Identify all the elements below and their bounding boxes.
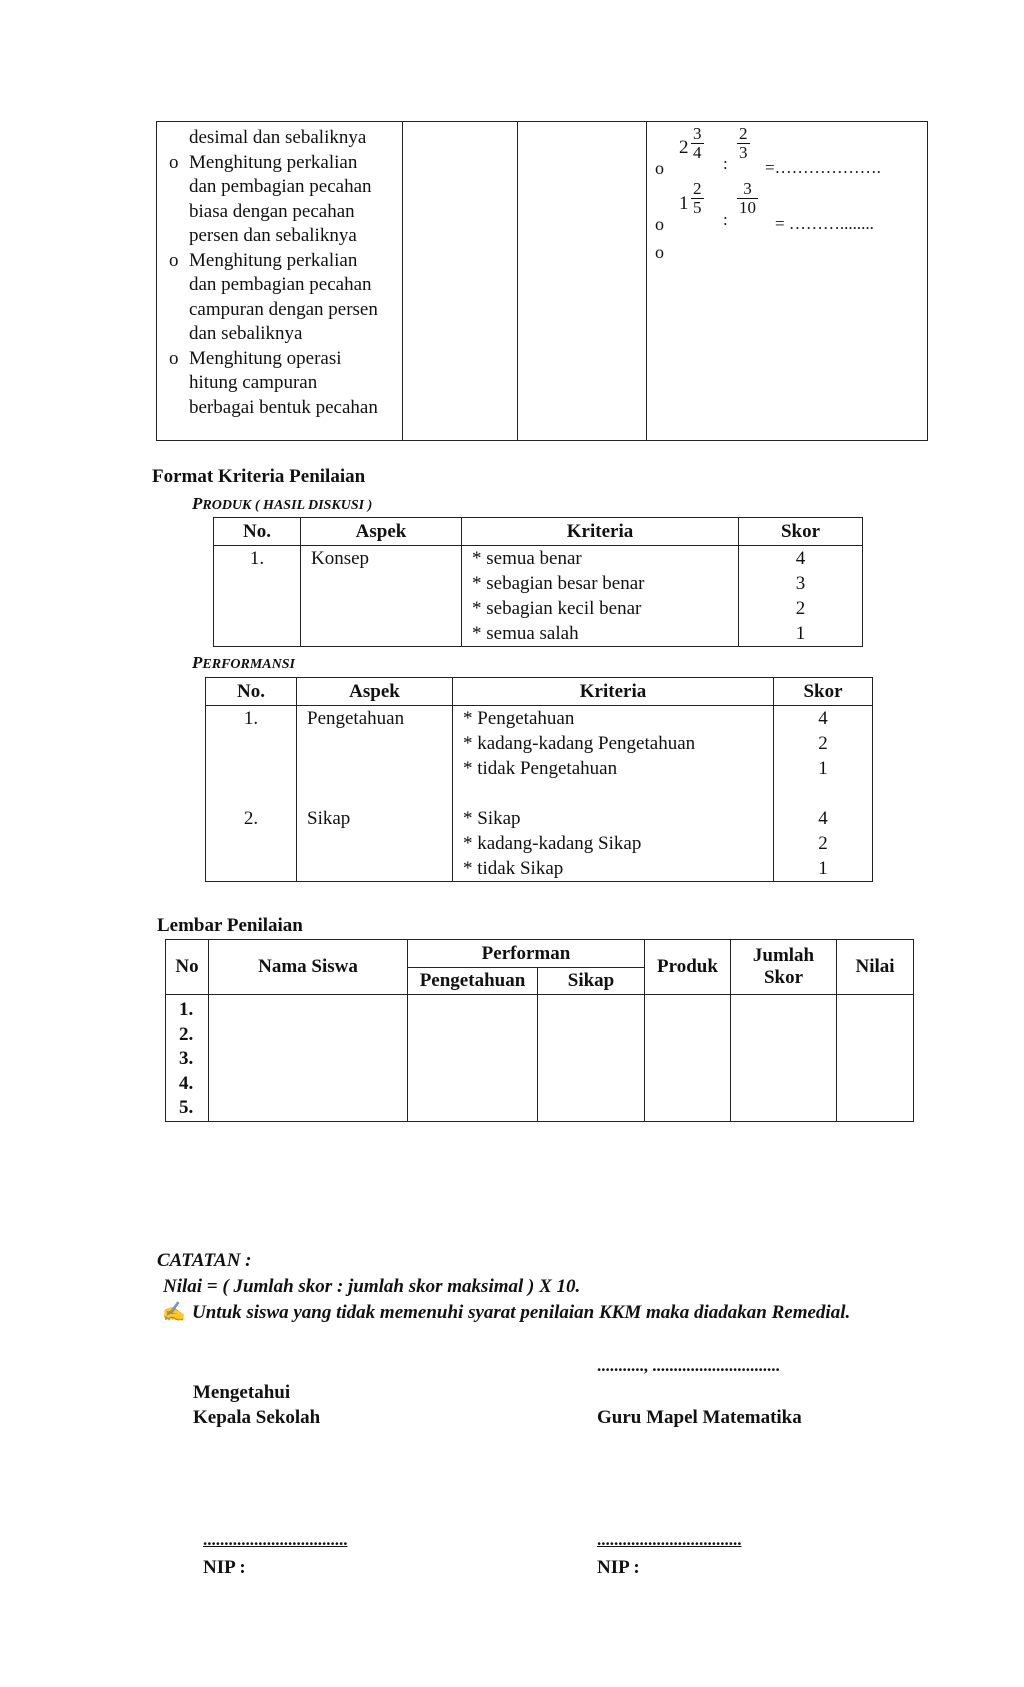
list-item: dan pembagian pecahan: [189, 274, 372, 295]
skor-value: 1: [818, 858, 828, 879]
writing-hand-icon: ✍: [162, 1302, 186, 1323]
place-date: ..........., ..............................: [597, 1356, 780, 1375]
math-exercises: [647, 122, 927, 440]
bullet-marker: o: [169, 249, 179, 271]
row-number: 1.: [179, 999, 194, 1020]
guru-mapel-label: Guru Mapel Matematika: [597, 1407, 802, 1428]
kriteria-line: * semua salah: [472, 623, 579, 644]
table-row: [166, 995, 914, 1122]
kriteria-line: * Sikap: [463, 808, 521, 829]
kriteria-line: * semua benar: [472, 548, 582, 569]
header-pengetahuan: Pengetahuan: [408, 968, 538, 995]
skor-value: 2: [818, 833, 828, 854]
cell-aspek: Konsep: [301, 546, 462, 647]
cell-nilai: [837, 995, 914, 1122]
answer-blank: =……………….: [765, 158, 881, 177]
catatan-remedial: Untuk siswa yang tidak memenuhi syarat penilaian KKM maka diadakan Remedial.: [192, 1302, 851, 1323]
bullet-marker: o: [655, 158, 664, 178]
kriteria-line: * kadang-kadang Sikap: [463, 833, 642, 854]
skor-value: 3: [795, 573, 806, 594]
cell-skor: [739, 546, 863, 647]
row-number: 3.: [179, 1048, 194, 1069]
bullet-marker: o: [655, 214, 664, 234]
skor-value: 2: [795, 598, 806, 619]
header-skor: Skor: [774, 678, 873, 706]
list-item: o Menghitung perkalian: [163, 151, 394, 176]
list-item: campuran dengan persen: [189, 298, 378, 320]
whole-number: 1: [679, 193, 689, 214]
heading-text: ERFORMANSI: [202, 657, 295, 672]
skor-value: 4: [818, 708, 828, 729]
header-aspek: Aspek: [301, 518, 462, 546]
header-produk: Produk: [645, 940, 731, 995]
produk-heading: PRODUK ( HASIL DISKUSI ): [192, 494, 373, 513]
cell-jumlah: [731, 995, 837, 1122]
list-item: hitung campuran: [189, 372, 318, 393]
header-nama-siswa: Nama Siswa: [209, 940, 408, 995]
header-no: No: [166, 940, 209, 995]
answer-blank: = ………........: [775, 214, 874, 233]
header-skor: Skor: [739, 518, 863, 546]
produk-criteria-table: [213, 517, 863, 647]
kriteria-line: * tidak Sikap: [463, 858, 564, 879]
catatan-formula: Nilai = ( Jumlah skor : jumlah skor maksimal ) X 10.: [163, 1276, 581, 1297]
header-kriteria: Kriteria: [462, 518, 739, 546]
table-row: [214, 546, 863, 647]
header-line: Jumlah: [752, 945, 815, 966]
catatan-title: CATATAN :: [157, 1250, 252, 1271]
header-jumlah-skor: [731, 940, 837, 995]
fraction: $\frac{3}{10}$: [739, 179, 756, 217]
fraction: $\frac{2}{5}$: [693, 179, 702, 217]
cell-kriteria: [462, 546, 739, 647]
header-aspek: Aspek: [297, 678, 453, 706]
cell-produk: [645, 995, 731, 1122]
skor-value: 1: [795, 623, 806, 644]
skor-value: 4: [795, 548, 806, 569]
kriteria-line: * sebagian kecil benar: [472, 598, 642, 619]
math-cell: [647, 122, 928, 441]
list-item: biasa dengan pecahan: [189, 200, 355, 222]
nip-right: NIP :: [597, 1557, 640, 1578]
header-line: Skor: [763, 967, 804, 988]
list-item: o Menghitung operasi: [163, 347, 394, 372]
kriteria-line: * sebagian besar benar: [472, 573, 645, 594]
row-number: 5.: [179, 1097, 194, 1118]
skor-value: 2: [818, 733, 828, 754]
cell-no: [206, 706, 297, 882]
list-item: persen dan sebaliknya: [189, 225, 357, 246]
operator: :: [723, 154, 728, 173]
performansi-criteria-table: [205, 677, 873, 882]
cell-kriteria: [453, 706, 774, 882]
nip-left: NIP :: [203, 1557, 246, 1578]
kepala-sekolah-label: Kepala Sekolah: [193, 1407, 321, 1428]
header-performan: Performan: [408, 940, 645, 968]
kriteria-line: * Pengetahuan: [463, 708, 575, 729]
cell-nama: [209, 995, 408, 1122]
empty-cell: [518, 122, 647, 441]
list-item: desimal dan sebaliknya: [189, 127, 367, 148]
performansi-heading: PERFORMANSI: [192, 653, 295, 672]
kriteria-line: * kadang-kadang Pengetahuan: [463, 733, 696, 754]
objectives-list: [157, 122, 402, 420]
cell-skor: [774, 706, 873, 882]
cell-aspek: [297, 706, 453, 882]
whole-number: 2: [679, 137, 689, 158]
operator: :: [723, 210, 728, 229]
left-signature-line: ..................................: [203, 1530, 348, 1549]
cell-pengetahuan: [408, 995, 538, 1122]
cell-no: 1.: [214, 546, 301, 647]
bullet-marker: o: [169, 151, 179, 173]
aspek-value: Sikap: [307, 808, 351, 829]
fraction: $\frac{3}{4}$: [693, 124, 702, 162]
cell-sikap: [538, 995, 645, 1122]
skor-value: 4: [818, 808, 828, 829]
row-number: 4.: [179, 1072, 194, 1094]
list-item: o Menghitung perkalian: [163, 249, 394, 274]
list-item: dan sebaliknya: [189, 323, 303, 344]
kriteria-line: * tidak Pengetahuan: [463, 758, 618, 779]
lembar-title: Lembar Penilaian: [157, 915, 303, 936]
empty-cell: [403, 122, 518, 441]
cell-numbers: [166, 995, 209, 1122]
assessment-sheet-table: [165, 939, 914, 1122]
format-title: Format Kriteria Penilaian: [152, 466, 366, 487]
header-no: No.: [206, 678, 297, 706]
row-number: 2.: [179, 1023, 194, 1045]
header-no: No.: [214, 518, 301, 546]
right-signature-line: ..................................: [597, 1530, 742, 1549]
objectives-cell: [157, 122, 403, 441]
mengetahui-label: Mengetahui: [193, 1382, 291, 1403]
header-nilai: Nilai: [837, 940, 914, 995]
list-item: berbagai bentuk pecahan: [189, 396, 378, 418]
fraction: $\frac{2}{3}$: [739, 124, 748, 162]
list-item: dan pembagian pecahan: [189, 176, 372, 197]
bullet-marker: o: [169, 347, 179, 369]
table-row: [206, 706, 873, 882]
heading-text: RODUK ( HASIL DISKUSI ): [202, 498, 373, 513]
header-sikap: Sikap: [538, 968, 645, 995]
header-kriteria: Kriteria: [453, 678, 774, 706]
skor-value: 1: [818, 758, 828, 779]
row-number: 2.: [243, 808, 259, 829]
bullet-marker: o: [655, 242, 664, 262]
aspek-value: Pengetahuan: [307, 708, 405, 729]
row-number: 1.: [243, 708, 259, 729]
learning-objectives-table: [156, 121, 928, 441]
